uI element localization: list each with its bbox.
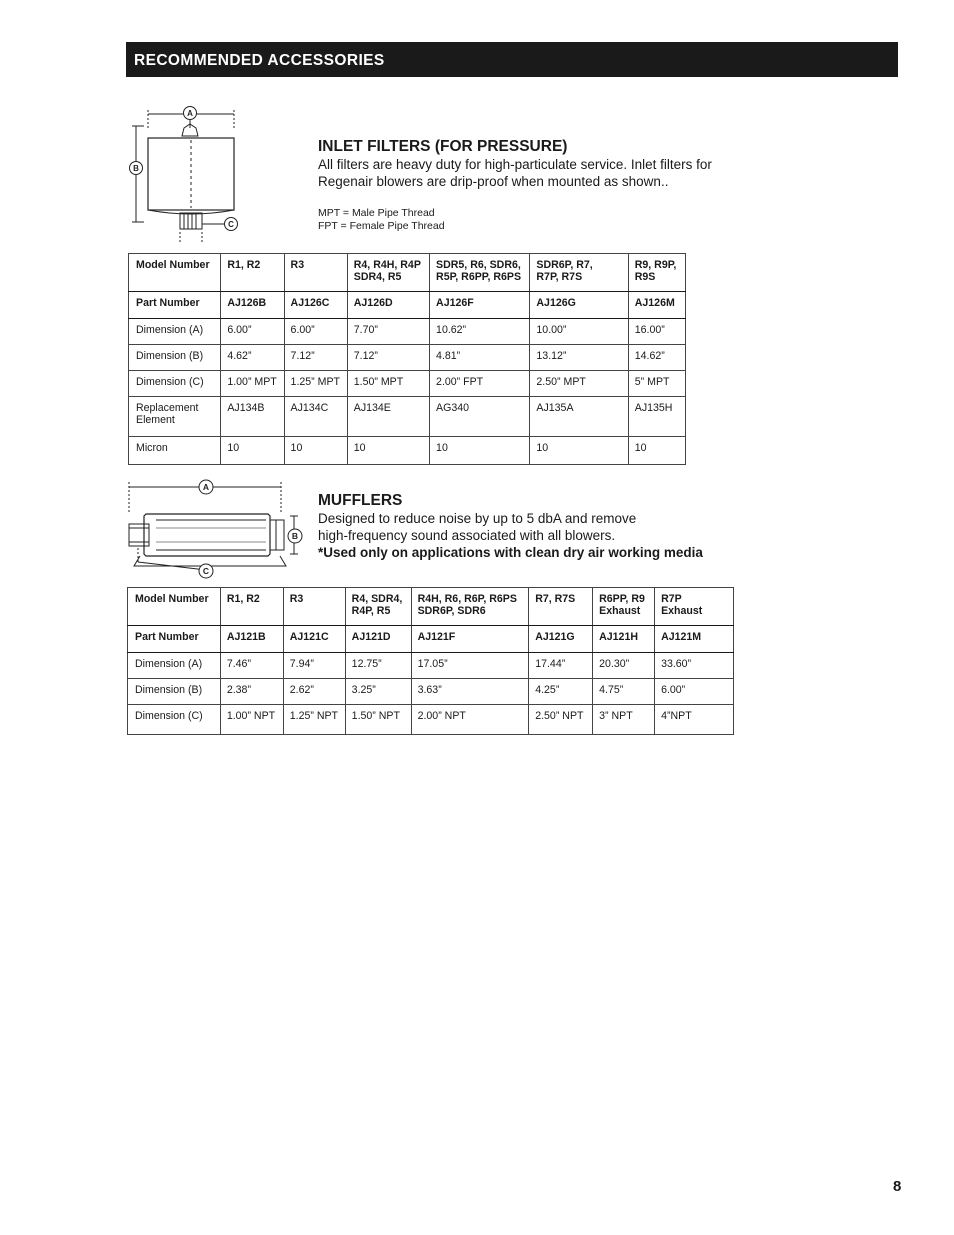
- table-row: [128, 653, 734, 679]
- muffler-usage-note: *Used only on applications with clean dry air working media: [318, 545, 703, 560]
- inlet-dim-a-label: A: [187, 109, 193, 118]
- table-row: [128, 679, 734, 705]
- table-cell: 4.75”: [593, 679, 655, 705]
- table-cell: AJ126B: [221, 292, 284, 319]
- table-cell: 7.12”: [347, 345, 429, 371]
- muffler-dim-b-label: B: [291, 531, 299, 541]
- row-label-cell: Dimension (B): [129, 345, 221, 371]
- table-cell: R1, R2: [220, 588, 283, 626]
- table-cell: 10: [628, 437, 685, 465]
- table-row: [128, 705, 734, 735]
- table-cell: R4H, R6, R6P, R6PS SDR6P, SDR6: [411, 588, 529, 626]
- table-row: [129, 437, 686, 465]
- table-cell: 13.12”: [530, 345, 628, 371]
- table-cell: 1.25” MPT: [284, 371, 347, 397]
- row-label-cell: Micron: [129, 437, 221, 465]
- table-cell: 7.46”: [220, 653, 283, 679]
- table-cell: 1.00” MPT: [221, 371, 284, 397]
- inlet-description-line-2: Regenair blowers are drip-proof when mounted as shown..: [318, 174, 669, 189]
- table-cell: 3.63”: [411, 679, 529, 705]
- table-cell: AJ134C: [284, 397, 347, 437]
- table-cell: 10.62”: [430, 319, 530, 345]
- table-cell: 7.12”: [284, 345, 347, 371]
- table-cell: 6.00”: [655, 679, 734, 705]
- mufflers-description: [318, 510, 703, 561]
- row-label-cell: Replacement Element: [129, 397, 221, 437]
- table-cell: AJ126M: [628, 292, 685, 319]
- table-cell: 7.70”: [347, 319, 429, 345]
- table-cell: 4.25”: [529, 679, 593, 705]
- inlet-filters-title: INLET FILTERS (FOR PRESSURE): [318, 138, 568, 155]
- table-cell: AJ134B: [221, 397, 284, 437]
- thread-notes: [318, 207, 445, 233]
- inlet-dim-c-label: C: [228, 220, 234, 229]
- table-cell: AJ126D: [347, 292, 429, 319]
- table-cell: R7, R7S: [529, 588, 593, 626]
- section-header-title: RECOMMENDED ACCESSORIES: [134, 52, 385, 69]
- table-cell: AJ121D: [345, 626, 411, 653]
- table-cell: R6PP, R9 Exhaust: [593, 588, 655, 626]
- table-cell: AJ126C: [284, 292, 347, 319]
- inlet-dim-b-label: B: [133, 164, 139, 173]
- row-label-cell: Dimension (C): [129, 371, 221, 397]
- table-cell: SDR6P, R7, R7P, R7S: [530, 254, 628, 292]
- table-cell: 10.00”: [530, 319, 628, 345]
- table-cell: 1.50” NPT: [345, 705, 411, 735]
- table-cell: R4, R4H, R4P SDR4, R5: [347, 254, 429, 292]
- table-cell: 1.00” NPT: [220, 705, 283, 735]
- muffler-table-body: [128, 588, 734, 735]
- muffler-dim-a-label: A: [202, 482, 210, 492]
- table-cell: 2.50” MPT: [530, 371, 628, 397]
- row-label-cell: Dimension (A): [128, 653, 221, 679]
- table-cell: 3.25”: [345, 679, 411, 705]
- table-cell: 10: [430, 437, 530, 465]
- row-label-cell: Dimension (B): [128, 679, 221, 705]
- row-label-cell: Part Number: [128, 626, 221, 653]
- table-cell: 17.44”: [529, 653, 593, 679]
- table-cell: 4.62”: [221, 345, 284, 371]
- table-cell: 10: [530, 437, 628, 465]
- table-cell: 16.00”: [628, 319, 685, 345]
- table-cell: AJ121B: [220, 626, 283, 653]
- table-row: [129, 345, 686, 371]
- fpt-note: FPT = Female Pipe Thread: [318, 220, 445, 232]
- table-cell: 12.75”: [345, 653, 411, 679]
- table-row: [129, 397, 686, 437]
- table-cell: R1, R2: [221, 254, 284, 292]
- muffler-dim-c-label: C: [202, 566, 210, 576]
- table-cell: 33.60”: [655, 653, 734, 679]
- muffler-description-line-2: high-frequency sound associated with all blowers.: [318, 528, 616, 543]
- table-cell: 6.00”: [284, 319, 347, 345]
- mpt-note: MPT = Male Pipe Thread: [318, 207, 435, 219]
- page-number: 8: [893, 1178, 902, 1195]
- inlet-table-body: [129, 254, 686, 465]
- table-cell: 2.38”: [220, 679, 283, 705]
- table-cell: 20.30”: [593, 653, 655, 679]
- table-row: [128, 588, 734, 626]
- table-cell: 2.00” NPT: [411, 705, 529, 735]
- table-cell: 5” MPT: [628, 371, 685, 397]
- table-cell: 17.05”: [411, 653, 529, 679]
- table-cell: R3: [284, 254, 347, 292]
- table-row: [129, 319, 686, 345]
- table-cell: R7P Exhaust: [655, 588, 734, 626]
- muffler-description-line-1: Designed to reduce noise by up to 5 dbA and remove: [318, 511, 637, 526]
- table-cell: 3” NPT: [593, 705, 655, 735]
- table-cell: 7.94”: [283, 653, 345, 679]
- table-cell: AJ126F: [430, 292, 530, 319]
- table-cell: R3: [283, 588, 345, 626]
- table-cell: 4”NPT: [655, 705, 734, 735]
- table-cell: AJ135H: [628, 397, 685, 437]
- table-cell: AJ121G: [529, 626, 593, 653]
- table-cell: AJ126G: [530, 292, 628, 319]
- table-row: [129, 292, 686, 319]
- table-cell: R4, SDR4, R4P, R5: [345, 588, 411, 626]
- table-cell: R9, R9P, R9S: [628, 254, 685, 292]
- table-cell: 4.81”: [430, 345, 530, 371]
- table-cell: 14.62”: [628, 345, 685, 371]
- table-cell: 2.50” NPT: [529, 705, 593, 735]
- table-cell: AJ121C: [283, 626, 345, 653]
- table-cell: AJ121M: [655, 626, 734, 653]
- inlet-filters-table: [128, 253, 686, 465]
- table-row: [129, 371, 686, 397]
- inlet-filters-description: [318, 156, 712, 190]
- row-label-cell: Model Number: [128, 588, 221, 626]
- muffler-diagram: [126, 476, 311, 581]
- table-cell: AJ121H: [593, 626, 655, 653]
- inlet-filter-diagram: [126, 100, 246, 245]
- table-cell: 1.25” NPT: [283, 705, 345, 735]
- table-cell: 10: [284, 437, 347, 465]
- table-cell: 2.00” FPT: [430, 371, 530, 397]
- row-label-cell: Model Number: [129, 254, 221, 292]
- table-cell: SDR5, R6, SDR6, R5P, R6PP, R6PS: [430, 254, 530, 292]
- table-cell: 2.62”: [283, 679, 345, 705]
- table-row: [128, 626, 734, 653]
- row-label-cell: Part Number: [129, 292, 221, 319]
- mufflers-title: MUFFLERS: [318, 492, 403, 509]
- table-cell: 6.00”: [221, 319, 284, 345]
- section-header-bar: [126, 42, 898, 77]
- table-cell: 10: [221, 437, 284, 465]
- table-cell: 1.50” MPT: [347, 371, 429, 397]
- row-label-cell: Dimension (A): [129, 319, 221, 345]
- table-row: [129, 254, 686, 292]
- table-cell: AJ121F: [411, 626, 529, 653]
- inlet-description-line-1: All filters are heavy duty for high-particulate service. Inlet filters for: [318, 157, 712, 172]
- row-label-cell: Dimension (C): [128, 705, 221, 735]
- table-cell: AJ135A: [530, 397, 628, 437]
- mufflers-table: [127, 587, 734, 735]
- table-cell: 10: [347, 437, 429, 465]
- table-cell: AJ134E: [347, 397, 429, 437]
- table-cell: AG340: [430, 397, 530, 437]
